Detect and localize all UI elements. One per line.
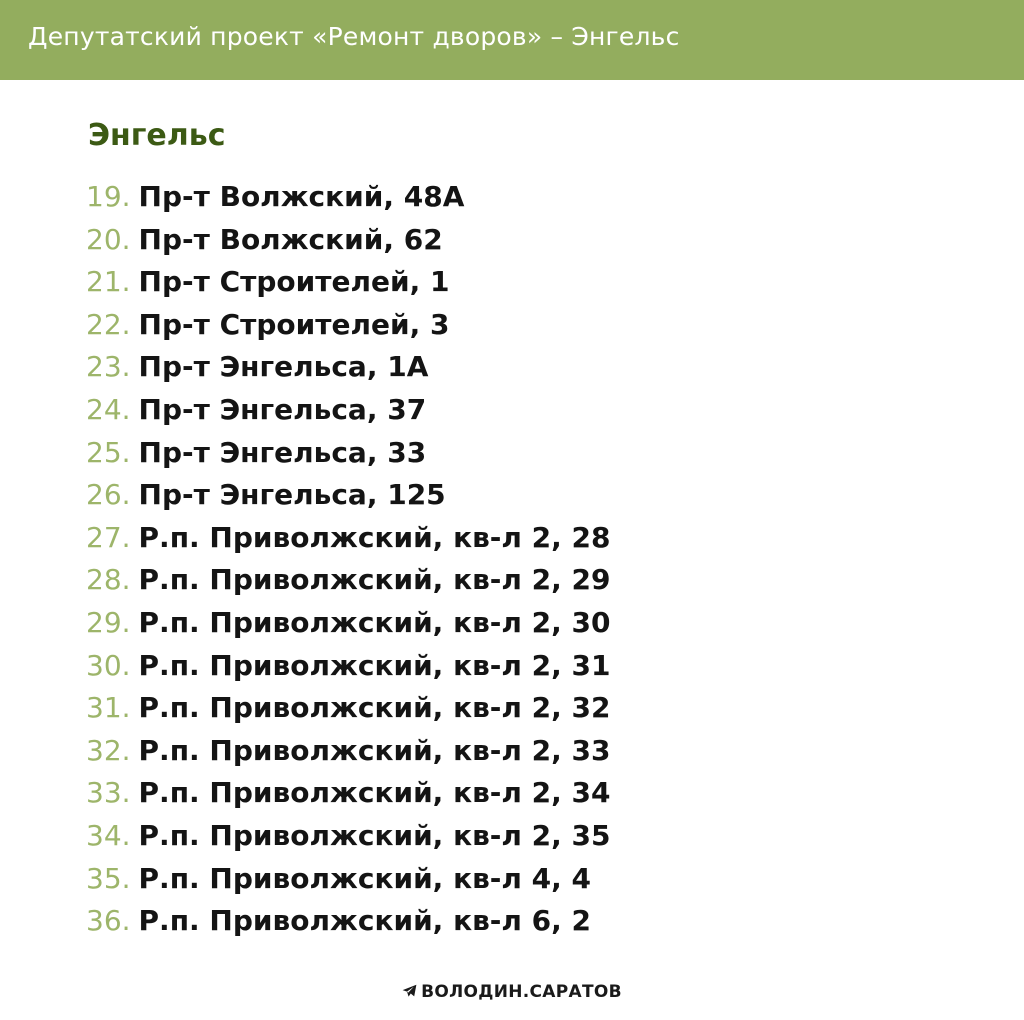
address-text: Пр-т Волжский, 62 [138, 222, 443, 256]
address-item [86, 772, 611, 815]
address-number: 19. [86, 180, 131, 213]
address-item [86, 730, 611, 773]
address-number: 25. [86, 435, 131, 469]
address-item [86, 559, 611, 602]
address-item [86, 474, 611, 517]
address-number: 24. [86, 392, 131, 426]
address-number: 21. [86, 265, 131, 299]
address-number: 26. [86, 478, 131, 512]
address-text: Р.п. Приволжский, кв-л 2, 31 [138, 648, 611, 682]
address-item [86, 815, 611, 858]
address-number: 28. [86, 563, 131, 597]
address-text: Пр-т Волжский, 48А [138, 180, 465, 213]
address-item [86, 900, 611, 943]
address-item [86, 389, 611, 432]
address-item [86, 432, 611, 475]
footer-text: ВОЛОДИН.САРАТОВ [421, 982, 622, 1002]
address-item [86, 858, 611, 901]
address-list [86, 176, 611, 943]
address-item [86, 304, 611, 347]
section-title: Энгельс [88, 118, 226, 153]
address-item [86, 602, 611, 645]
address-text: Пр-т Энгельса, 1А [138, 350, 429, 384]
address-number: 31. [86, 691, 131, 725]
address-text: Пр-т Энгельса, 125 [138, 478, 446, 512]
address-text: Р.п. Приволжский, кв-л 2, 33 [138, 733, 611, 767]
footer-brand [0, 982, 1024, 1002]
address-text: Р.п. Приволжский, кв-л 2, 35 [138, 818, 611, 852]
address-number: 29. [86, 605, 131, 639]
address-text: Р.п. Приволжский, кв-л 4, 4 [138, 861, 592, 895]
address-number: 34. [86, 818, 131, 852]
address-item [86, 261, 611, 304]
address-number: 20. [86, 222, 131, 256]
address-item [86, 176, 611, 219]
address-text: Р.п. Приволжский, кв-л 2, 34 [138, 776, 611, 810]
address-number: 33. [86, 776, 131, 810]
address-number: 22. [86, 307, 131, 341]
address-item [86, 346, 611, 389]
address-number: 23. [86, 350, 131, 384]
address-text: Р.п. Приволжский, кв-л 6, 2 [138, 904, 592, 938]
address-item [86, 219, 611, 262]
address-number: 27. [86, 520, 131, 554]
page-title: Депутатский проект «Ремонт дворов» – Энгельс [28, 22, 680, 51]
address-number: 30. [86, 648, 131, 682]
address-text: Пр-т Строителей, 3 [138, 307, 450, 341]
address-text: Пр-т Строителей, 1 [138, 265, 450, 299]
address-text: Пр-т Энгельса, 37 [138, 392, 427, 426]
address-number: 36. [86, 904, 131, 938]
address-text: Р.п. Приволжский, кв-л 2, 29 [138, 563, 611, 597]
address-number: 35. [86, 861, 131, 895]
address-item [86, 687, 611, 730]
address-text: Р.п. Приволжский, кв-л 2, 28 [138, 520, 611, 554]
address-item [86, 517, 611, 560]
header-bar [0, 0, 1024, 80]
address-text: Пр-т Энгельса, 33 [138, 435, 427, 469]
address-text: Р.п. Приволжский, кв-л 2, 30 [138, 605, 611, 639]
address-text: Р.п. Приволжский, кв-л 2, 32 [138, 691, 611, 725]
address-item [86, 645, 611, 688]
address-number: 32. [86, 733, 131, 767]
telegram-icon [402, 984, 417, 998]
